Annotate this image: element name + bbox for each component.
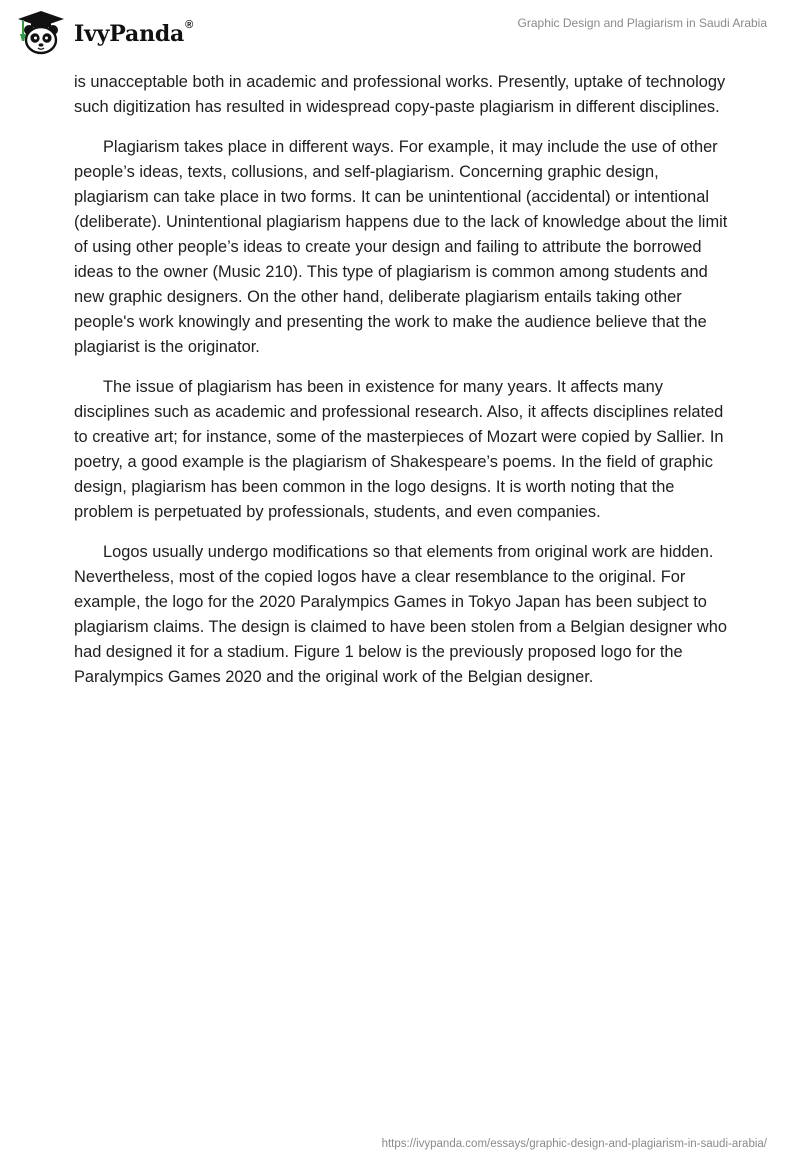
ivypanda-logo[interactable] [14,10,193,56]
paragraph: Plagiarism takes place in different ways. For example, it may include the use of other people’s ideas, texts, collusions, and self-plagiarism. Concerning graphic design, plagiarism can take place in two forms. It can be unintentional (accidental) or intentional (deliberate). Unintentional plagiarism happens due to the lack of knowledge about the limit of using other people’s ideas to create your design and failing to attribute the borrowed ideas to the owner (Music 210). This type of plagiarism is common among students and new graphic designers. On the other hand, deliberate plagiarism entails taking other people's work knowingly and presenting the work to make the audience believe that the plagiarist is the originator. [74,138,728,356]
paragraph: is unacceptable both in academic and professional works. Presently, uptake of technology such digitization has resulted in widespread copy-paste plagiarism in different disciplines. [74,73,726,116]
document-title: Graphic Design and Plagiarism in Saudi Arabia [517,16,767,30]
panda-graduate-icon [14,10,68,56]
paragraph: Logos usually undergo modifications so that elements from original work are hidden. Nevertheless, most of the copied logos have a clear resemblance to the original. For example, the logo for the 2020 Paralympics Games in Tokyo Japan has been subject to plagiarism claims. The design is claimed to have been stolen from a Belgian designer who had designed it for a stadium. Figure 1 below is the previously proposed logo for the Paralympics Games 2020 and the original work of the Belgian designer. [74,543,727,686]
page-header [0,0,800,66]
source-url[interactable]: https://ivypanda.com/essays/graphic-design-and-plagiarism-in-saudi-arabia/ [381,1138,767,1150]
brand-name: IvyPanda® [74,19,194,47]
essay-body [74,70,734,705]
registered-mark: ® [185,19,194,31]
paragraph: The issue of plagiarism has been in existence for many years. It affects many disciplines such as academic and professional research. Also, it affects disciplines related to creative art; for instance, some of the masterpieces of Mozart were copied by Sallier. In poetry, a good example is the plagiarism of Shakespeare’s poems. In the field of graphic design, plagiarism has been common in the logo designs. It is worth noting that the problem is perpetuated by professionals, students, and even companies. [74,378,724,521]
